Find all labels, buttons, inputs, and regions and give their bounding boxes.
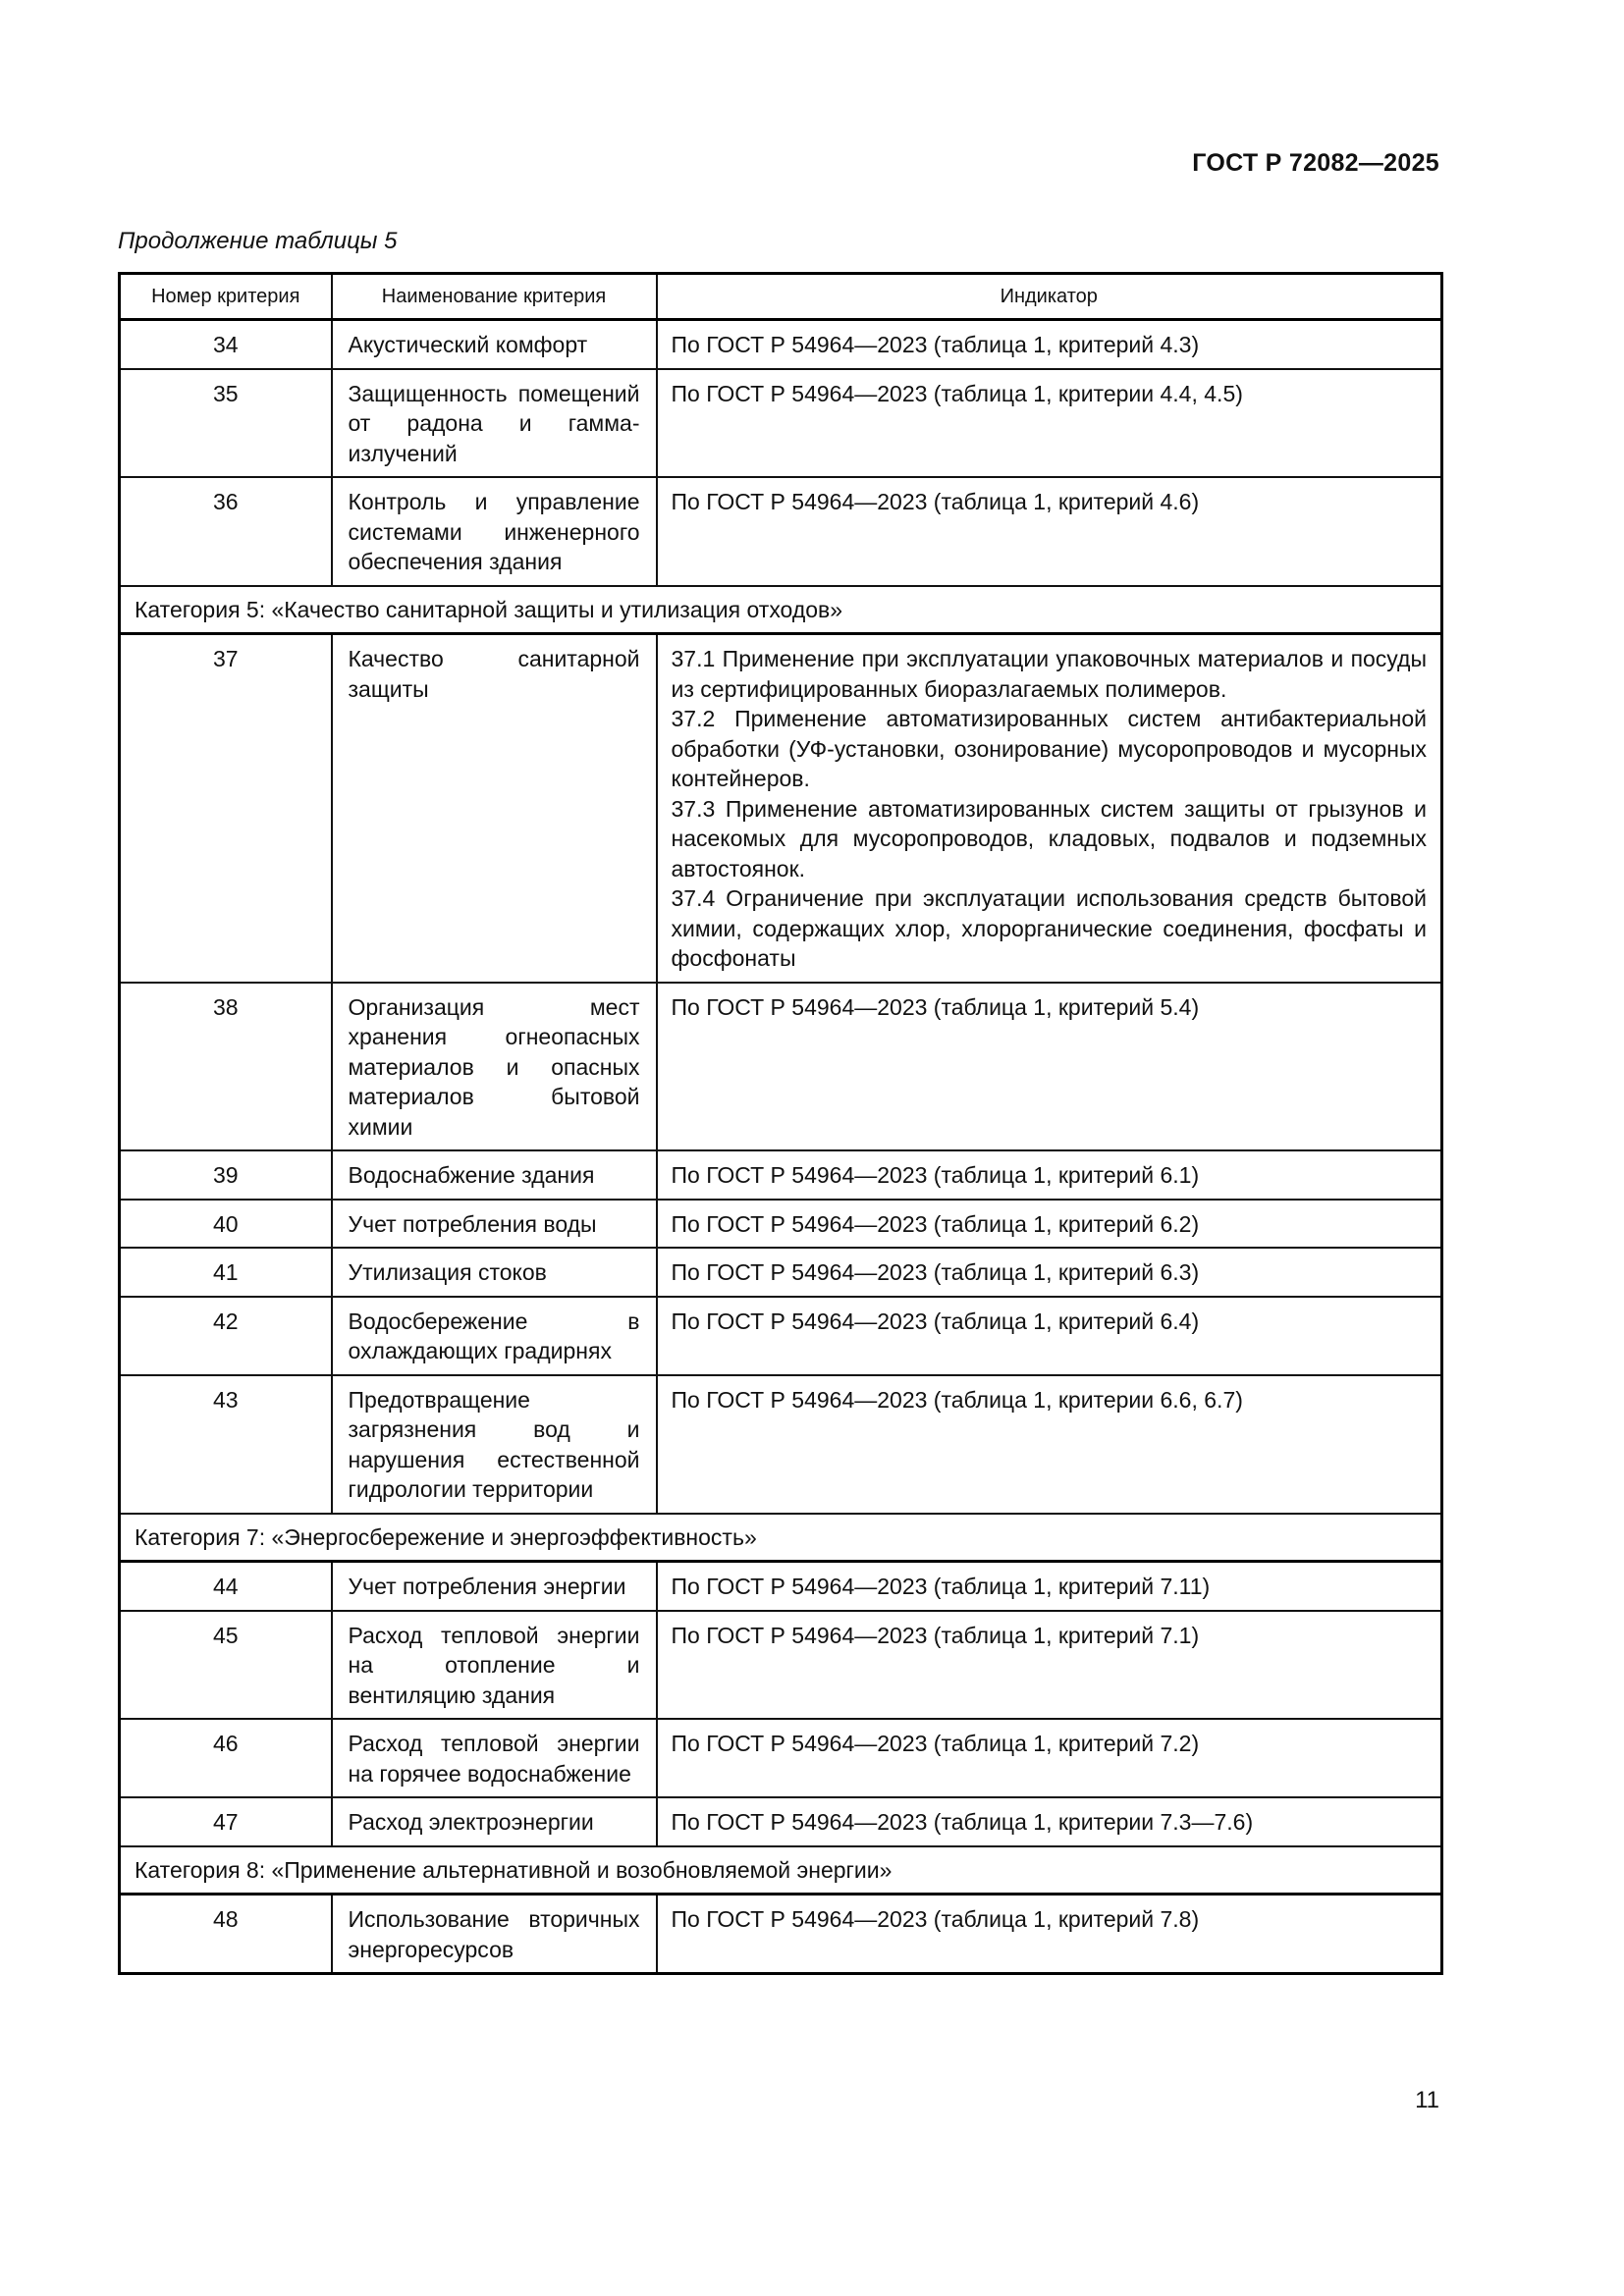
table-row <box>120 1200 1442 1249</box>
criterion-indicator <box>657 983 1442 1151</box>
criterion-number: 35 <box>120 369 332 478</box>
criterion-indicator <box>657 1248 1442 1297</box>
table-row <box>120 477 1442 586</box>
criterion-name: Использование вторичных энергоресурсов <box>332 1895 657 1974</box>
indicator-text: По ГОСТ Р 54964—2023 (таблица 1, критерии 7.3—7.6) <box>671 1809 1254 1835</box>
criterion-name: Акустический комфорт <box>332 320 657 369</box>
column-header-indicator: Индикатор <box>657 274 1442 320</box>
criterion-number: 37 <box>120 634 332 983</box>
criterion-indicator <box>657 320 1442 369</box>
category-row <box>120 586 1442 634</box>
criterion-name: Защищенность помещений от радона и гамма-излучений <box>332 369 657 478</box>
criterion-name: Качество санитарной защиты <box>332 634 657 983</box>
criterion-indicator <box>657 1150 1442 1200</box>
criterion-indicator <box>657 1562 1442 1611</box>
column-header-name: Наименование критерия <box>332 274 657 320</box>
criterion-name: Водосбережение в охлаждающих градирнях <box>332 1297 657 1375</box>
standard-designation: ГОСТ Р 72082—2025 <box>1192 149 1439 177</box>
criterion-number: 45 <box>120 1611 332 1720</box>
criterion-name: Учет потребления воды <box>332 1200 657 1249</box>
table-header-row <box>120 274 1442 320</box>
indicator-text: По ГОСТ Р 54964—2023 (таблица 1, критерий 6.3) <box>671 1259 1200 1285</box>
criterion-indicator <box>657 1611 1442 1720</box>
criterion-number: 39 <box>120 1150 332 1200</box>
criterion-indicator <box>657 1200 1442 1249</box>
indicator-text: По ГОСТ Р 54964—2023 (таблица 1, критерий 6.4) <box>671 1308 1200 1334</box>
criterion-name: Расход тепловой энергии на горячее водоснабжение <box>332 1719 657 1797</box>
table-row <box>120 1562 1442 1611</box>
criterion-indicator <box>657 477 1442 586</box>
table-row <box>120 983 1442 1151</box>
category-row <box>120 1846 1442 1895</box>
criterion-name: Утилизация стоков <box>332 1248 657 1297</box>
table-caption: Продолжение таблицы 5 <box>118 228 398 254</box>
table-row <box>120 1719 1442 1797</box>
criterion-number: 41 <box>120 1248 332 1297</box>
criterion-indicator <box>657 369 1442 478</box>
criterion-name: Организация мест хранения огнеопасных материалов и опасных материалов бытовой химии <box>332 983 657 1151</box>
indicator-text: По ГОСТ Р 54964—2023 (таблица 1, критерий 6.2) <box>671 1210 1200 1237</box>
criterion-indicator <box>657 1895 1442 1974</box>
criterion-number: 43 <box>120 1375 332 1514</box>
indicator-text: По ГОСТ Р 54964—2023 (таблица 1, критерий 5.4) <box>671 993 1200 1020</box>
criterion-number: 46 <box>120 1719 332 1797</box>
indicator-text: По ГОСТ Р 54964—2023 (таблица 1, критерий 4.6) <box>671 489 1200 514</box>
category-label: Категория 7: «Энергосбережение и энергоэффективность» <box>120 1514 1442 1562</box>
indicator-text: По ГОСТ Р 54964—2023 (таблица 1, критерий 7.8) <box>671 1906 1200 1932</box>
table-row <box>120 1150 1442 1200</box>
criterion-number: 48 <box>120 1895 332 1974</box>
indicator-text: По ГОСТ Р 54964—2023 (таблица 1, критерий 4.3) <box>671 332 1200 357</box>
column-header-number: Номер критерия <box>120 274 332 320</box>
criterion-indicator <box>657 634 1442 983</box>
indicator-text: 37.3 Применение автоматизированных систем защиты от грызунов и насекомых для мусоропроводов, кладовых, подвалов и подземных автостоянок. <box>671 795 1427 881</box>
indicator-text: По ГОСТ Р 54964—2023 (таблица 1, критерии 6.6, 6.7) <box>671 1386 1243 1413</box>
indicator-text: По ГОСТ Р 54964—2023 (таблица 1, критерий 6.1) <box>671 1162 1200 1188</box>
criterion-number: 36 <box>120 477 332 586</box>
criterion-name: Предотвращение загрязнения вод и нарушения естественной гидрологии территории <box>332 1375 657 1514</box>
criterion-number: 47 <box>120 1797 332 1846</box>
criterion-indicator <box>657 1297 1442 1375</box>
criterion-indicator <box>657 1797 1442 1846</box>
table-row <box>120 1248 1442 1297</box>
table-row <box>120 1375 1442 1514</box>
criterion-indicator <box>657 1375 1442 1514</box>
indicator-text: 37.4 Ограничение при эксплуатации использования средств бытовой химии, содержащих хлор, хлорорганические соединения, фосфаты и фосфонаты <box>671 885 1427 971</box>
table-row <box>120 1611 1442 1720</box>
table-row <box>120 1797 1442 1846</box>
criterion-name: Водоснабжение здания <box>332 1150 657 1200</box>
table-row <box>120 634 1442 983</box>
criteria-table <box>118 272 1443 1975</box>
indicator-text: 37.2 Применение автоматизированных систем антибактериальной обработки (УФ-установки, озонирование) мусоропроводов и мусорных контейнеров. <box>671 706 1427 791</box>
table-row <box>120 1297 1442 1375</box>
category-row <box>120 1514 1442 1562</box>
table-row <box>120 320 1442 369</box>
criterion-indicator <box>657 1719 1442 1797</box>
indicator-text: По ГОСТ Р 54964—2023 (таблица 1, критерий 7.11) <box>671 1574 1211 1599</box>
criterion-number: 38 <box>120 983 332 1151</box>
criterion-name: Контроль и управление системами инженерного обеспечения здания <box>332 477 657 586</box>
table-row <box>120 1895 1442 1974</box>
criterion-number: 34 <box>120 320 332 369</box>
indicator-text: По ГОСТ Р 54964—2023 (таблица 1, критерий 7.1) <box>671 1622 1200 1648</box>
indicator-text: По ГОСТ Р 54964—2023 (таблица 1, критерии 4.4, 4.5) <box>671 380 1243 406</box>
indicator-text: По ГОСТ Р 54964—2023 (таблица 1, критерий 7.2) <box>671 1731 1200 1756</box>
category-label: Категория 5: «Качество санитарной защиты и утилизация отходов» <box>120 586 1442 634</box>
table-row <box>120 369 1442 478</box>
criterion-number: 44 <box>120 1562 332 1611</box>
table-body <box>120 320 1442 1974</box>
category-label: Категория 8: «Применение альтернативной и возобновляемой энергии» <box>120 1846 1442 1895</box>
criterion-name: Учет потребления энергии <box>332 1562 657 1611</box>
criterion-name: Расход электроэнергии <box>332 1797 657 1846</box>
criterion-number: 40 <box>120 1200 332 1249</box>
indicator-text: 37.1 Применение при эксплуатации упаковочных материалов и посуды из сертифицированных биоразлагаемых полимеров. <box>671 646 1427 702</box>
criterion-number: 42 <box>120 1297 332 1375</box>
criterion-name: Расход тепловой энергии на отопление и вентиляцию здания <box>332 1611 657 1720</box>
page-number: 11 <box>1415 2087 1439 2113</box>
